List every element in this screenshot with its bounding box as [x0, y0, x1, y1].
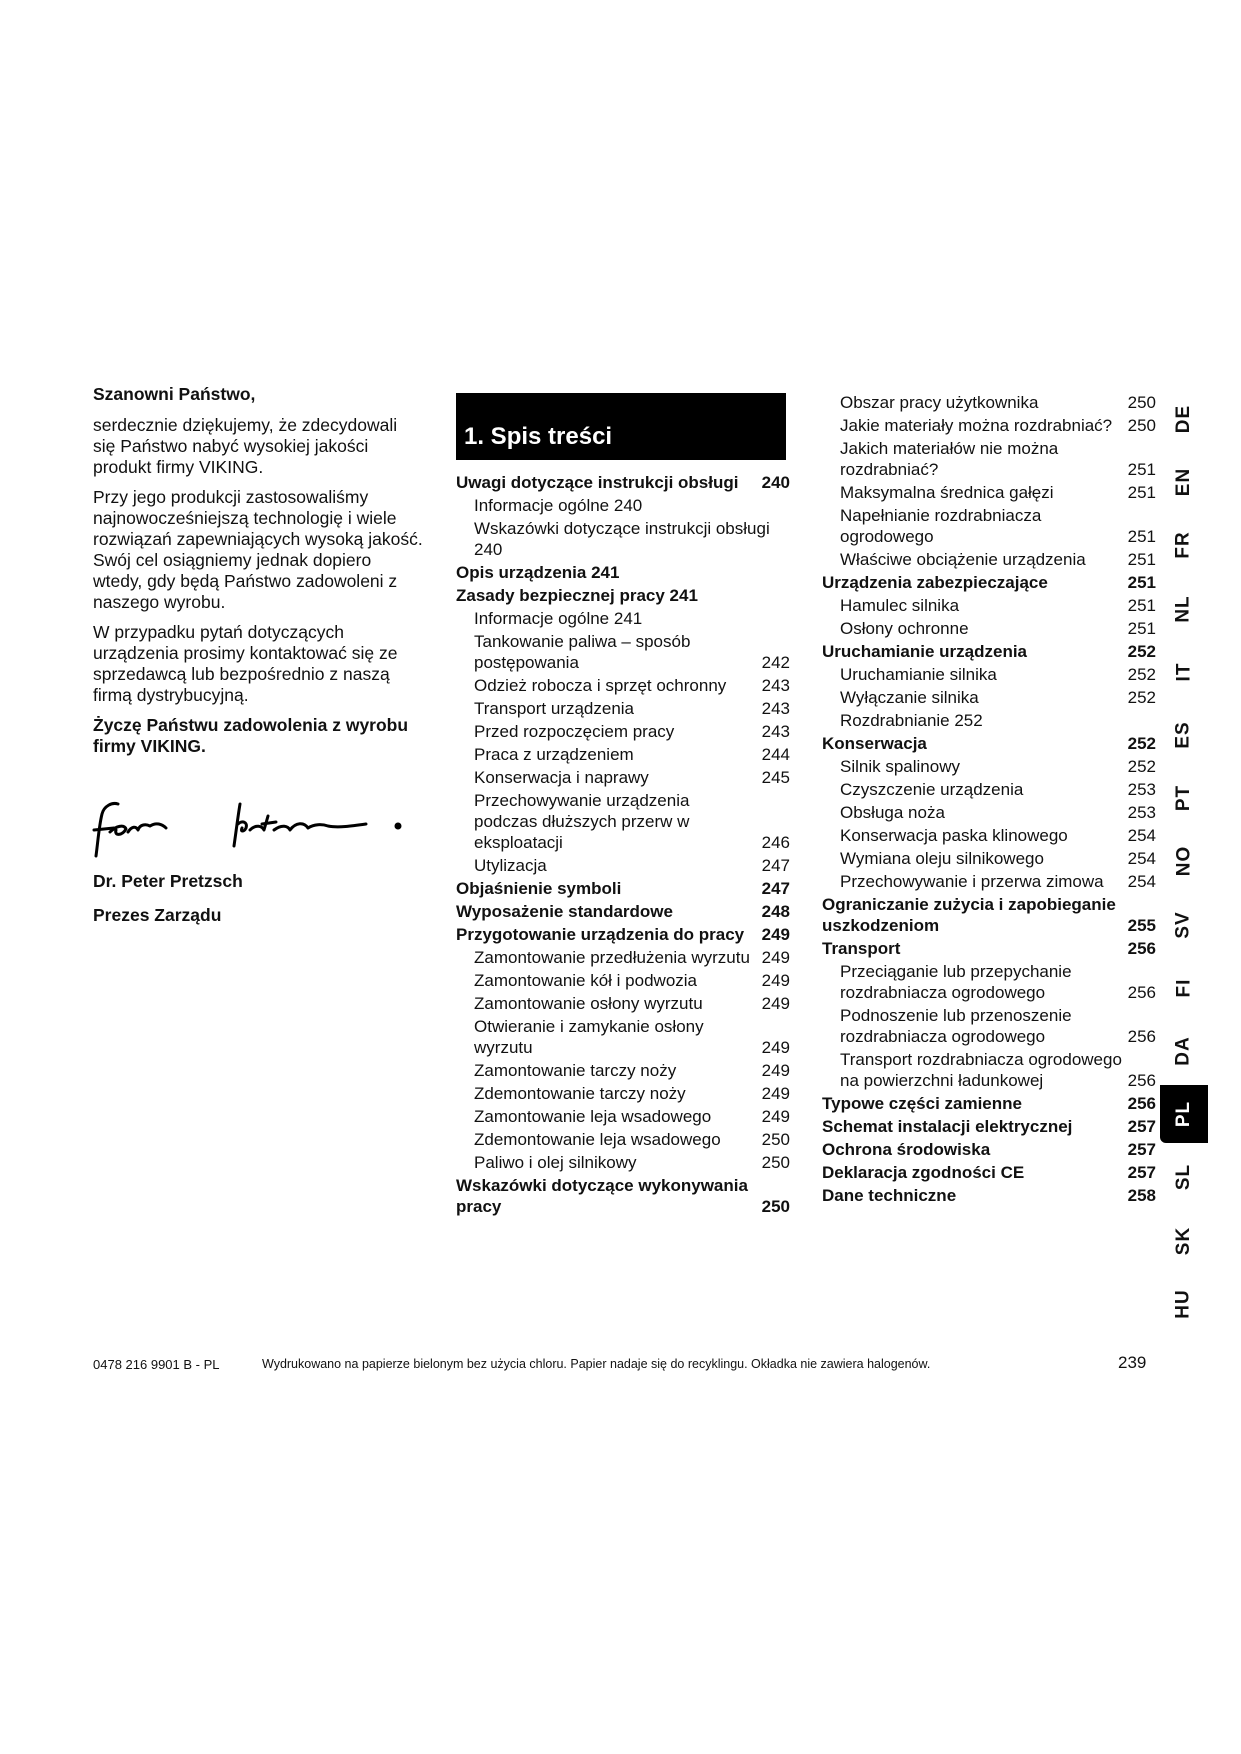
- toc-entry-page: 251: [1127, 527, 1156, 546]
- toc-entry-page: 249: [761, 1107, 790, 1126]
- toc-entry-page: 245: [761, 768, 790, 787]
- toc-entry-page: 246: [761, 833, 790, 852]
- toc-entry-title: Urządzenia zabezpieczające: [822, 573, 1048, 592]
- toc-entry-page: 249: [761, 1038, 790, 1057]
- toc-entry-title: Objaśnienie symboli: [456, 879, 622, 898]
- toc-entry-page: 249: [761, 1084, 790, 1103]
- toc-entry-page: 250: [1127, 416, 1156, 435]
- language-tab-no: [1160, 832, 1208, 890]
- language-tab-nl: [1160, 580, 1208, 638]
- toc-entry-page: 256: [1127, 1071, 1156, 1090]
- toc-entry: [822, 710, 1156, 731]
- language-tabs: [1160, 390, 1208, 1340]
- print-note: Wydrukowano na papierze bielonym bez użycia chloru. Papier nadaje się do recyklingu. Okładka nie zawiera halogenów.: [262, 1357, 931, 1371]
- toc-entry-title: Schemat instalacji elektrycznej: [822, 1117, 1073, 1136]
- toc-entry: [456, 767, 790, 788]
- toc-entry: [822, 505, 1156, 547]
- letter-greeting: Szanowni Państwo,: [93, 384, 256, 404]
- toc-entry-page: 251: [1127, 483, 1156, 502]
- language-tab-sk: [1160, 1212, 1208, 1270]
- toc-entry-title: Deklaracja zgodności CE: [822, 1163, 1025, 1182]
- toc-entry-page: 243: [761, 699, 790, 718]
- toc-entry-title: Przechowywanie i przerwa zimowa: [840, 872, 1104, 891]
- toc-entry-page: 252: [1127, 642, 1156, 661]
- toc-section: [456, 1175, 790, 1217]
- toc-entry: [822, 438, 1156, 480]
- toc-entry-page: 244: [761, 745, 790, 764]
- toc-entry-title: Obszar pracy użytkownika: [840, 393, 1039, 412]
- language-tab-label: DE: [1173, 404, 1194, 434]
- toc-entry-title: Zamontowanie przedłużenia wyrzutu: [474, 948, 750, 967]
- page-number: 239: [1118, 1353, 1147, 1372]
- toc-entry-title: Osłony ochronne: [840, 619, 969, 638]
- toc-entry: [456, 1083, 790, 1104]
- toc-section: [822, 894, 1156, 936]
- toc-entry: [822, 392, 1156, 413]
- toc-entry: [456, 675, 790, 696]
- toc-entry-page: 252: [1127, 688, 1156, 707]
- toc-entry-title: Odzież robocza i sprzęt ochronny: [474, 676, 727, 695]
- toc-entry: [822, 825, 1156, 846]
- toc-entry: [822, 1049, 1156, 1091]
- toc-entry-title: Konserwacja: [822, 734, 927, 753]
- toc-entry: [456, 698, 790, 719]
- toc-section: [822, 938, 1156, 959]
- toc-entry-title: Napełnianie rozdrabniacza ogrodowego: [840, 506, 1042, 546]
- toc-entry-page: 243: [761, 722, 790, 741]
- toc-entry-page: 242: [761, 653, 790, 672]
- toc-section: [822, 572, 1156, 593]
- toc-entry-page: 252: [1127, 734, 1156, 753]
- toc-entry: [456, 970, 790, 991]
- language-tab-label: EN: [1173, 467, 1194, 497]
- toc-entry-title: Maksymalna średnica gałęzi: [840, 483, 1054, 502]
- toc-entry-page: 256: [1127, 939, 1156, 958]
- toc-entry-page: 257: [1127, 1163, 1156, 1182]
- toc-entry: [822, 779, 1156, 800]
- toc-entry-title: Przechowywanie urządzenia podczas dłuższych przerw w eksploatacji: [474, 791, 690, 852]
- toc-entry-page: 258: [1127, 1186, 1156, 1205]
- language-tab-label: HU: [1172, 1289, 1194, 1319]
- language-tab-es: [1160, 706, 1208, 764]
- language-tab-label: FI: [1172, 978, 1194, 998]
- language-tab-label: ES: [1172, 721, 1194, 749]
- language-tab-label: FR: [1172, 531, 1194, 560]
- toc-entry: [456, 1152, 790, 1173]
- toc-entry: [456, 721, 790, 742]
- toc-entry-page: 251: [1127, 596, 1156, 615]
- toc-entry-page: 240: [761, 473, 790, 492]
- toc-entry-title: Rozdrabnianie 252: [840, 711, 983, 730]
- toc-entry: [456, 1016, 790, 1058]
- language-tab-label: DA: [1172, 1036, 1194, 1066]
- toc-entry-title: Wskazówki dotyczące instrukcji obsługi 240: [474, 519, 770, 559]
- toc-entry-page: 254: [1127, 849, 1156, 868]
- language-tab-pt: [1160, 769, 1208, 827]
- toc-entry-page: 257: [1127, 1117, 1156, 1136]
- toc-entry-title: Transport urządzenia: [474, 699, 635, 718]
- toc-entry-page: 248: [761, 902, 790, 921]
- toc-entry-title: Przed rozpoczęciem pracy: [474, 722, 675, 741]
- toc-entry-title: Zdemontowanie tarczy noży: [474, 1084, 686, 1103]
- toc-entry-title: Zamontowanie leja wsadowego: [474, 1107, 712, 1126]
- toc-entry: [822, 415, 1156, 436]
- language-tab-label: SK: [1173, 1226, 1194, 1255]
- intro-letter: [93, 384, 423, 757]
- toc-entry-title: Obsługa noża: [840, 803, 945, 822]
- toc-section: [456, 901, 790, 922]
- toc-entry: [456, 608, 790, 629]
- toc-entry-page: 254: [1127, 826, 1156, 845]
- toc-title: 1. Spis treści: [464, 423, 613, 450]
- toc-section: [456, 585, 790, 606]
- toc-entry-title: Czyszczenie urządzenia: [840, 780, 1024, 799]
- toc-entry: [456, 855, 790, 876]
- toc-entry-title: Uwagi dotyczące instrukcji obsługi: [456, 473, 739, 492]
- letter-paragraph: W przypadku pytań dotyczących urządzenia prosimy kontaktować się ze sprzedawcą lub bezpośrednio z naszą firmą dystrybucyjną.: [93, 622, 398, 705]
- language-tab-it: [1160, 643, 1208, 701]
- toc-entry: [456, 1060, 790, 1081]
- toc-entry-title: Wyposażenie standardowe: [456, 902, 673, 921]
- toc-entry: [456, 1106, 790, 1127]
- toc-entry: [456, 518, 790, 560]
- toc-entry-title: Transport: [822, 939, 901, 958]
- toc-entry: [822, 595, 1156, 616]
- toc-entry-title: Zasady bezpiecznej pracy 241: [456, 586, 698, 605]
- toc-heading-bar: [456, 393, 786, 460]
- toc-entry: [822, 961, 1156, 1003]
- toc-entry: [456, 947, 790, 968]
- toc-entry-title: Tankowanie paliwa – sposób postępowania: [474, 632, 691, 672]
- language-tab-en: [1160, 453, 1208, 511]
- toc-entry-page: 251: [1127, 619, 1156, 638]
- language-tab-label: PL: [1173, 1101, 1194, 1128]
- toc-section: [822, 1093, 1156, 1114]
- language-tab-label: SL: [1173, 1164, 1194, 1191]
- toc-entry-page: 253: [1127, 803, 1156, 822]
- toc-section: [822, 733, 1156, 754]
- toc-entry: [456, 993, 790, 1014]
- toc-entry-title: Podnoszenie lub przenoszenie rozdrabniacza ogrodowego: [840, 1006, 1072, 1046]
- language-tab-da: [1160, 1022, 1208, 1080]
- letter-paragraph: serdecznie dziękujemy, że zdecydowali się Państwo nabyć wysokiej jakości produkt firmy VIKING.: [93, 415, 398, 477]
- toc-entry: [822, 871, 1156, 892]
- toc-entry-page: 249: [761, 948, 790, 967]
- toc-entry-page: 250: [761, 1130, 790, 1149]
- toc-column-2: [822, 392, 1156, 1208]
- toc-entry-title: Opis urządzenia 241: [456, 563, 620, 582]
- document-code: 0478 216 9901 B - PL: [93, 1357, 220, 1372]
- toc-entry: [822, 802, 1156, 823]
- language-tab-label: PT: [1173, 785, 1194, 812]
- toc-entry-page: 247: [761, 856, 790, 875]
- language-tab-sv: [1160, 896, 1208, 954]
- letter-paragraph: Przy jego produkcji zastosowaliśmy najnowocześniejszą technologię i wiele rozwiązań zapewniających wysoką jakość. Swój cel osiągniemy jednak dopiero wtedy, gdy będą Państwo zadowoleni z naszego wyrobu.: [93, 487, 423, 612]
- toc-entry-title: Dane techniczne: [822, 1186, 957, 1205]
- language-tab-pl: [1160, 1085, 1208, 1143]
- toc-entry-page: 250: [761, 1153, 790, 1172]
- toc-entry-page: 243: [761, 676, 790, 695]
- language-tab-de: [1160, 390, 1208, 448]
- toc-entry-page: 251: [1127, 550, 1156, 569]
- toc-entry-page: 249: [761, 994, 790, 1013]
- toc-entry: [822, 1005, 1156, 1047]
- toc-entry-title: Transport rozdrabniacza ogrodowego na powierzchni ładunkowej: [840, 1050, 1122, 1090]
- toc-entry: [822, 664, 1156, 685]
- toc-entry-title: Konserwacja paska klinowego: [840, 826, 1068, 845]
- toc-entry: [456, 631, 790, 673]
- toc-entry-title: Paliwo i olej silnikowy: [474, 1153, 637, 1172]
- toc-section: [822, 1185, 1156, 1206]
- language-tab-fr: [1160, 516, 1208, 574]
- toc-entry: [822, 756, 1156, 777]
- toc-section: [822, 1116, 1156, 1137]
- signature: [92, 796, 422, 858]
- toc-entry-page: 256: [1127, 983, 1156, 1002]
- toc-entry-title: Właściwe obciążenie urządzenia: [840, 550, 1086, 569]
- toc-entry-page: 250: [1127, 393, 1156, 412]
- language-tab-label: IT: [1172, 662, 1194, 682]
- toc-entry-title: Informacje ogólne 241: [474, 609, 643, 628]
- toc-section: [822, 1162, 1156, 1183]
- toc-entry-title: Zdemontowanie leja wsadowego: [474, 1130, 721, 1149]
- language-tab-fi: [1160, 959, 1208, 1017]
- toc-entry-page: 256: [1127, 1094, 1156, 1113]
- language-tab-sl: [1160, 1148, 1208, 1206]
- toc-section: [822, 641, 1156, 662]
- signer-title: Prezes Zarządu: [93, 905, 222, 925]
- toc-entry: [822, 687, 1156, 708]
- toc-entry-title: Utylizacja: [474, 856, 547, 875]
- language-tab-hu: [1160, 1275, 1208, 1333]
- toc-entry-page: 253: [1127, 780, 1156, 799]
- toc-entry: [822, 549, 1156, 570]
- toc-entry-title: Zamontowanie kół i podwozia: [474, 971, 698, 990]
- toc-entry-title: Przeciąganie lub przepychanie rozdrabniacza ogrodowego: [840, 962, 1072, 1002]
- toc-entry-title: Jakie materiały można rozdrabniać?: [840, 416, 1113, 435]
- toc-entry: [456, 744, 790, 765]
- toc-entry-title: Silnik spalinowy: [840, 757, 960, 776]
- toc-entry: [822, 618, 1156, 639]
- toc-entry-title: Wskazówki dotyczące wykonywania pracy: [456, 1176, 748, 1216]
- toc-entry: [456, 790, 790, 853]
- toc-entry-title: Przygotowanie urządzenia do pracy: [456, 925, 745, 944]
- toc-entry: [456, 1129, 790, 1150]
- toc-entry-title: Hamulec silnika: [840, 596, 960, 615]
- toc-entry: [456, 495, 790, 516]
- toc-section: [456, 562, 790, 583]
- toc-entry-title: Praca z urządzeniem: [474, 745, 634, 764]
- toc-entry-page: 251: [1127, 460, 1156, 479]
- toc-entry-page: 247: [761, 879, 790, 898]
- signer-name: Dr. Peter Pretzsch: [93, 871, 243, 891]
- toc-entry-title: Uruchamianie silnika: [840, 665, 997, 684]
- toc-entry-title: Ograniczanie zużycia i zapobieganie uszkodzeniom: [822, 895, 1116, 935]
- toc-entry-title: Uruchamianie urządzenia: [822, 642, 1028, 661]
- toc-entry-page: 251: [1127, 573, 1156, 592]
- toc-entry-page: 252: [1127, 665, 1156, 684]
- toc-entry-title: Wymiana oleju silnikowego: [840, 849, 1044, 868]
- toc-entry-page: 249: [761, 971, 790, 990]
- toc-section: [456, 878, 790, 899]
- toc-entry-title: Ochrona środowiska: [822, 1140, 991, 1159]
- language-tab-label: NO: [1173, 846, 1194, 877]
- toc-entry-page: 254: [1127, 872, 1156, 891]
- toc-section: [456, 924, 790, 945]
- toc-column-1: [456, 470, 790, 1219]
- toc-entry-title: Wyłączanie silnika: [840, 688, 979, 707]
- toc-section: [456, 472, 790, 493]
- toc-entry-title: Informacje ogólne 240: [474, 496, 643, 515]
- toc-entry-page: 252: [1127, 757, 1156, 776]
- toc-entry: [822, 848, 1156, 869]
- letter-closing: Życzę Państwu zadowolenia z wyrobu firmy VIKING.: [93, 715, 409, 756]
- toc-entry-title: Zamontowanie osłony wyrzutu: [474, 994, 703, 1013]
- toc-entry-page: 250: [761, 1197, 790, 1216]
- language-tab-label: SV: [1172, 910, 1194, 939]
- toc-entry-title: Zamontowanie tarczy noży: [474, 1061, 677, 1080]
- toc-entry-page: 256: [1127, 1027, 1156, 1046]
- toc-entry-page: 257: [1127, 1140, 1156, 1159]
- toc-section: [822, 1139, 1156, 1160]
- toc-entry-title: Otwieranie i zamykanie osłony wyrzutu: [474, 1017, 704, 1057]
- toc-entry-title: Jakich materiałów nie można rozdrabniać?: [840, 439, 1059, 479]
- toc-entry-title: Typowe części zamienne: [822, 1094, 1022, 1113]
- toc-entry-title: Konserwacja i naprawy: [474, 768, 649, 787]
- language-tab-label: NL: [1172, 594, 1194, 623]
- toc-entry: [822, 482, 1156, 503]
- toc-entry-page: 249: [761, 1061, 790, 1080]
- toc-entry-page: 255: [1127, 916, 1156, 935]
- toc-entry-page: 249: [761, 925, 790, 944]
